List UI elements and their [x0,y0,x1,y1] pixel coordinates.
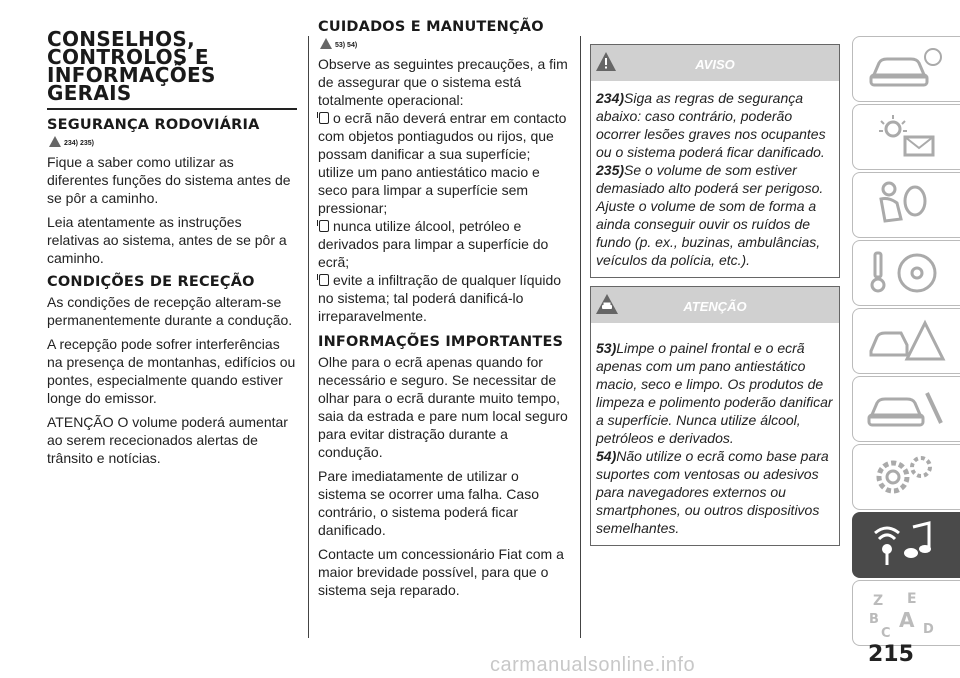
aviso-title: AVISO [695,57,735,72]
tab-car-tools[interactable] [852,376,960,442]
airbag-seat-icon [867,179,947,231]
paragraph: As condições de recepção alteram-se permanentemente durante a condução. [47,294,293,328]
paragraph: Fique a saber como utilizar as diferentes funções do sistema antes de se pôr a caminho. [47,154,291,206]
svg-text:C: C [881,626,891,639]
atencao-header [591,287,839,323]
svg-text:B: B [869,612,879,627]
gears-icon [867,451,947,503]
tab-airbag-seat[interactable] [852,172,960,238]
atencao-box [590,286,840,546]
svg-text:A: A [899,608,915,632]
column-2 [318,20,570,605]
tab-gears[interactable] [852,444,960,510]
bullet-icon [319,220,329,232]
section-title-informacoes: INFORMAÇÕES IMPORTANTES [318,334,564,350]
title-rule [47,108,297,110]
page-number: 215 [868,642,914,667]
key-steering-icon [867,247,947,299]
atencao-title: ATENÇÃO [683,299,747,314]
note-item: 54)Não utilize o ecrã como base para suportes com ventosas ou adesivos para navegadores externos ou smartphones, ou outros dispositivos semelhantes. [596,448,829,536]
bullet-icon [319,274,329,286]
note-item: 234)Siga as regras de segurança abaixo: caso contrário, poderão ocorrer lesões graves nos ocupantes ou o sistema poderá ficar danificado. [596,90,826,160]
paragraph: ATENÇÃO O volume poderá aumentar ao serem rececionados alertas de trânsito e notícias. [47,414,288,466]
section-title-seguranca: SEGURANÇA RODOVIÁRIA [47,117,260,133]
paragraph: A recepção pode sofrer interferências na presença de montanhas, edifícios ou pontes, especialmente quando estiver longe do emissor. [47,336,296,406]
paragraph: Contacte um concessionário Fiat com a maior brevidade possível, para que o sistema seja reparado. [318,546,564,598]
paragraph: Pare imediatamente de utilizar o sistema se ocorrer uma falha. Caso contrário, o sistema poderá ficar danificado. [318,468,539,538]
column-3 [590,44,840,554]
section-title-cuidados: CUIDADOS E MANUTENÇÃO [318,19,544,35]
alphabet-index-icon [867,587,947,639]
note-item: 235)Se o volume de som estiver demasiado alto poderá ser perigoso. Ajuste o volume de som de forma a ainda conseguir ouvir os ruídos de fundo (p. ex., buzinas, ambulâncias, veículos da polícia, etc.). [596,162,824,268]
tab-lights-mail[interactable] [852,104,960,170]
warning-triangle-icon [320,38,332,49]
car-warning-icon [867,315,947,367]
tab-car-info[interactable] [852,36,960,102]
car-info-icon [867,43,947,95]
aviso-header [591,45,839,81]
lights-mail-icon [867,111,947,163]
tab-music-nav[interactable] [852,512,960,578]
warning-reference: 234) 235) [49,136,297,147]
warning-reference: 53) 54) [320,38,570,49]
svg-text:E: E [907,591,917,607]
tab-car-warning[interactable] [852,308,960,374]
list-item: evite a infiltração de qualquer líquido no sistema; tal poderá danificá-lo irreparavelmente. [318,272,562,324]
chapter-tabs [852,36,960,648]
tab-alphabet-index[interactable] [852,580,960,646]
column-divider [308,36,309,638]
music-nav-icon [867,519,947,571]
list-item: o ecrã não deverá entrar em contacto com objetos pontiagudos ou rijos, que possam danificar a sua superfície; utilize um pano antiestático macio e seco para limpar a superfície sem pressionar; [318,110,567,216]
aviso-body [591,81,839,277]
chapter-title: CONSELHOS, CONTROLOS E INFORMAÇÕES GERAIS [47,27,216,105]
bullet-icon [319,112,329,124]
paragraph: Olhe para o ecrã apenas quando for necessário e seguro. Se necessitar de olhar para o ecrã durante muito tempo, saia da estrada e pare num local seguro para evitar distração durante a condução. [318,354,568,460]
section-title-rececao: CONDIÇÕES DE RECEÇÃO [47,274,255,290]
list-item: nunca utilize álcool, petróleo e derivados para limpar a superfície do ecrã; [318,218,549,270]
aviso-box [590,44,840,278]
paragraph: Observe as seguintes precauções, a fim de assegurar que o sistema está totalmente operacional: [318,56,568,108]
car-tools-icon [867,383,947,435]
warning-triangle-icon [49,136,61,147]
watermark: carmanualsonline.info [490,654,696,676]
svg-text:Z: Z [873,593,884,609]
column-1 [47,27,297,473]
tab-key-steering[interactable] [852,240,960,306]
column-divider [580,36,581,638]
note-item: 53)Limpe o painel frontal e o ecrã apenas com um pano antiestático macio, seco e limpo. Os produtos de limpeza e polimento poderão danificar a superfície. Nunca utilize álcool, petróleos e derivados. [596,340,833,446]
paragraph: Leia atentamente as instruções relativas ao sistema, antes de se pôr a caminho. [47,214,287,266]
svg-text:D: D [923,622,934,637]
atencao-body [591,323,839,545]
